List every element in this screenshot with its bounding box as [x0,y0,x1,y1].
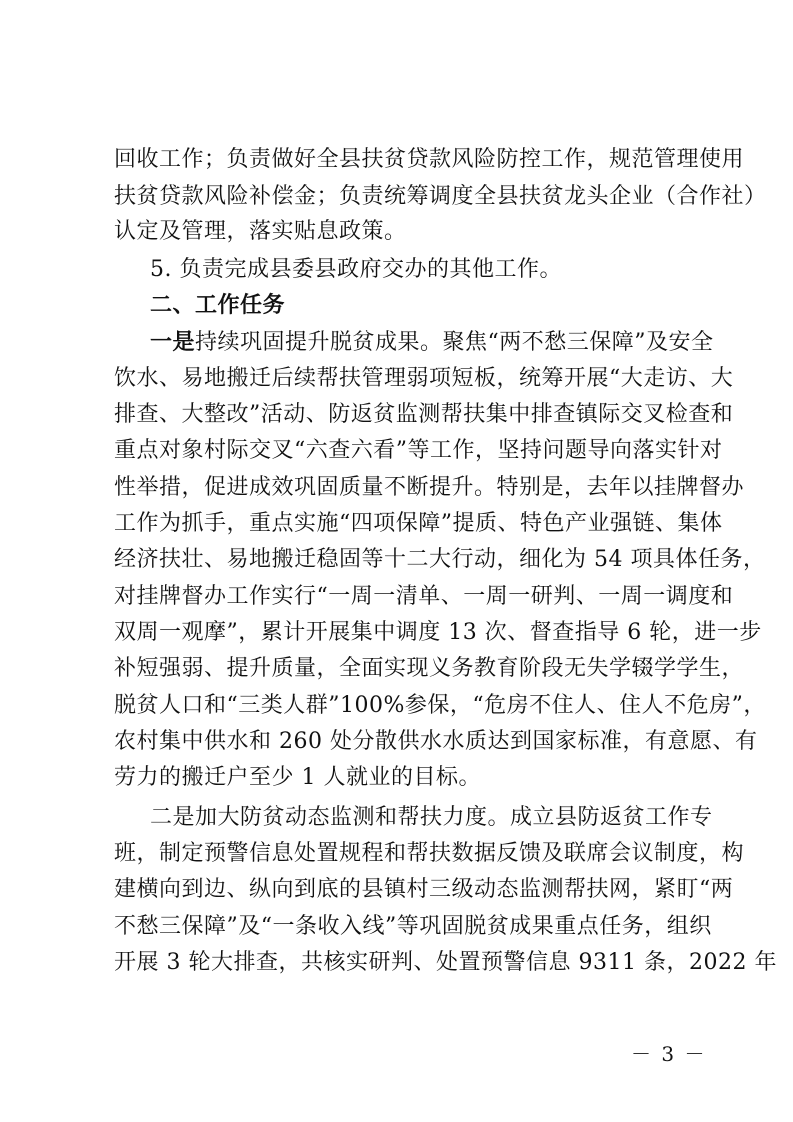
body-line: 回收工作；负责做好全县扶贫贷款风险防控工作，规范管理使用 [114,147,745,172]
body-line: 排查、大整改”活动、防返贫监测帮扶集中排查镇际交叉检查和 [114,402,734,427]
item-lead-text: 持续巩固提升脱贫成果。聚焦“两不愁三保障”及安全 [195,330,714,355]
body-line: 劳力的搬迁户至少 1 人就业的目标。 [114,765,481,790]
paragraph-lead-line: 二是加大防贫动态监测和帮扶力度。成立县防返贫工作专 [150,805,713,830]
body-line: 脱贫人口和“三类人群”100%参保，“危房不住人、住人不危房”， [114,693,766,718]
section-heading: 二、工作任务 [150,293,286,318]
body-line: 开展 3 轮大排查，共核实研判、处置预警信息 9311 条，2022 年 [114,950,777,975]
body-line: 建横向到边、纵向到底的县镇村三级动态监测帮扶网，紧盯“两 [114,877,734,902]
body-line: 不愁三保障”及“一条收入线”等巩固脱贫成果重点任务，组织 [114,914,712,939]
body-line: 补短强弱、提升质量，全面实现义务教育阶段无失学辍学学生， [114,656,745,681]
item-lead: 一是 [150,329,196,355]
body-line: 农村集中供水和 260 处分散供水水质达到国家标准，有意愿、有 [114,729,758,754]
body-line: 认定及管理，落实贴息政策。 [114,219,407,244]
paragraph-lead-line [150,325,714,360]
body-line: 班，制定预警信息处置规程和帮扶数据反馈及联席会议制度，构 [114,841,745,866]
body-line: 双周一观摩”，累计开展集中调度 13 次、督查指导 6 轮，进一步 [114,620,762,645]
body-line: 扶贫贷款风险补偿金；负责统筹调度全县扶贫龙头企业（合作社） [114,184,767,209]
numbered-item: 5. 负责完成县委县政府交办的其他工作。 [150,257,562,282]
body-line: 重点对象村际交叉“六查六看”等工作，坚持问题导向落实针对 [114,438,723,463]
page-number: － 3 － [631,1042,707,1066]
body-line: 饮水、易地搬迁后续帮扶管理弱项短板，统筹开展“大走访、大 [114,366,734,391]
body-line: 经济扶壮、易地搬迁稳固等十二大行动，细化为 54 项具体任务， [114,547,766,572]
body-line: 性举措，促进成效巩固质量不断提升。特别是，去年以挂牌督办 [114,475,745,500]
body-line: 工作为抓手，重点实施“四项保障”提质、特色产业强链、集体 [114,511,723,536]
body-line: 对挂牌督办工作实行“一周一清单、一周一研判、一周一调度和 [114,584,734,609]
